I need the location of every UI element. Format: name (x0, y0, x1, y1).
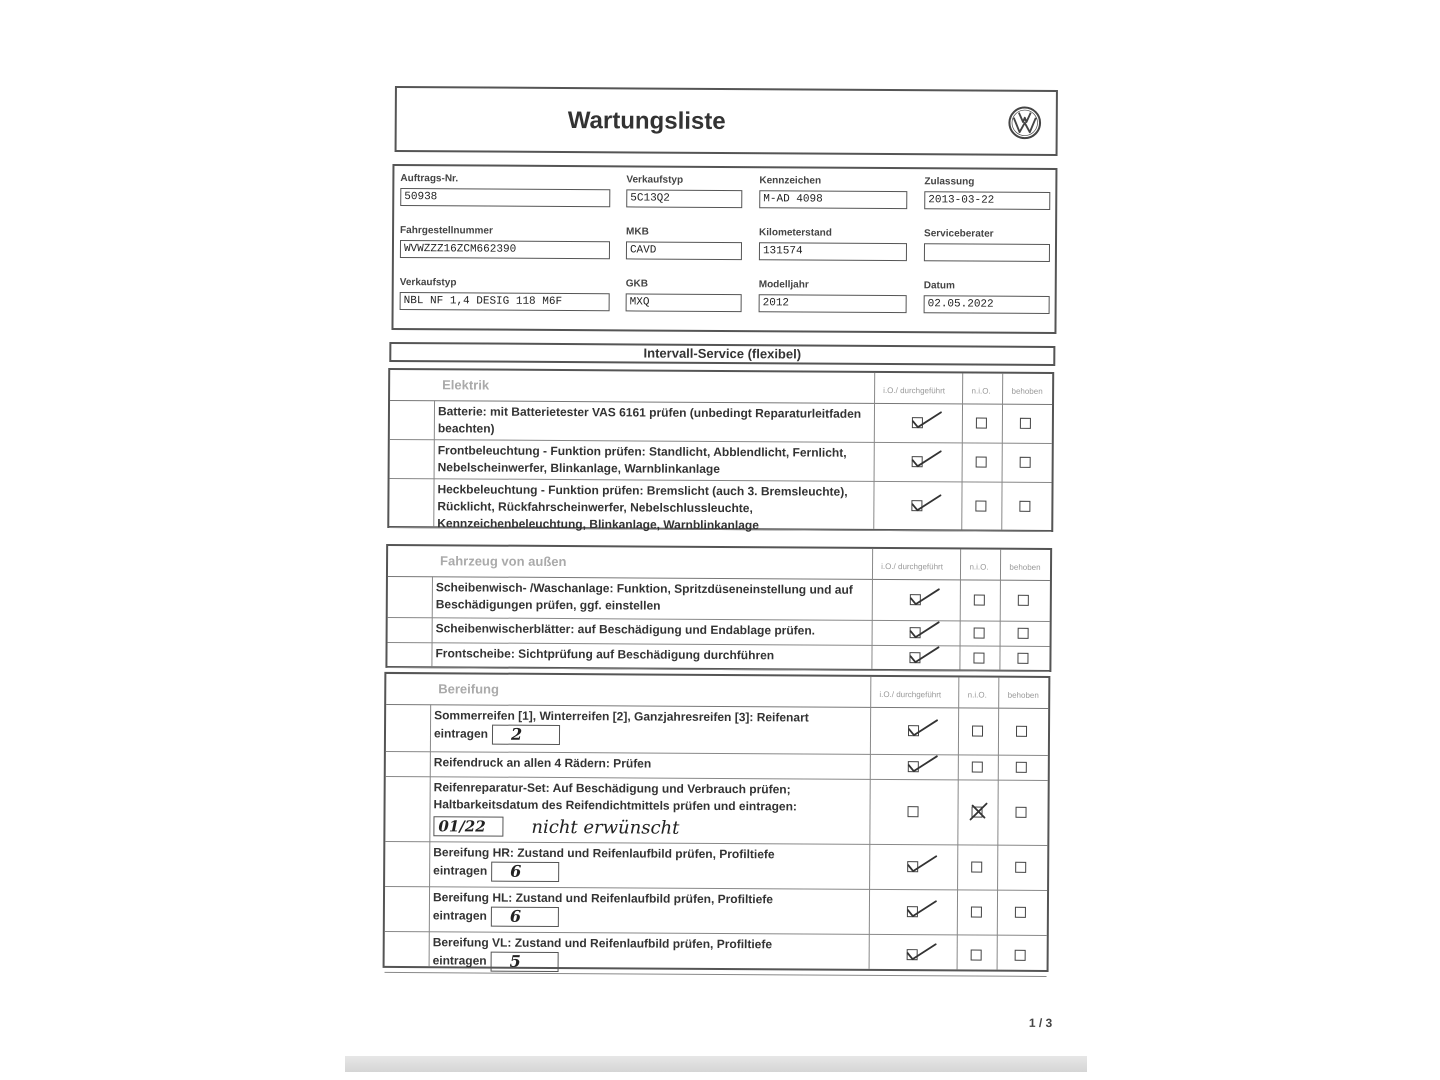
checkbox-nio[interactable] (973, 653, 984, 664)
item-text: Bereifung HR: Zustand und Reifenlaufbild prüfen, Profiltiefe eintragen 6 (433, 845, 775, 881)
checkbox-nio[interactable] (971, 862, 982, 873)
checkbox-nio[interactable] (971, 807, 982, 818)
datum-value: 02.05.2022 (924, 295, 1050, 314)
checkbox-nio[interactable] (974, 595, 985, 606)
checklist-row (386, 705, 1048, 756)
checkbox-nio[interactable] (975, 501, 986, 512)
col-header-fixed: behoben (1011, 386, 1043, 396)
checkbox-fixed[interactable] (1015, 862, 1026, 873)
section-header (390, 370, 1052, 405)
checkbox-nio[interactable] (974, 628, 985, 639)
section-fahrzeug-aussen (385, 544, 1052, 672)
checkbox-done[interactable] (910, 627, 921, 638)
field-datum: Datum 02.05.2022 (924, 279, 1050, 314)
col-header-fixed: behoben (1007, 690, 1039, 700)
field-mkb: MKB CAVD (626, 225, 742, 260)
checklist-row (390, 440, 1052, 483)
handwritten-entry[interactable]: 6 (491, 862, 559, 882)
zulassung-value: 2013-03-22 (924, 191, 1050, 210)
vw-logo-icon (1008, 106, 1042, 140)
checkbox-nio[interactable] (972, 762, 983, 773)
section-title: Fahrzeug von außen (440, 553, 567, 570)
serviceberater-value (924, 243, 1050, 262)
checkbox-fixed[interactable] (1020, 457, 1031, 468)
item-text: Frontscheibe: Sichtprüfung auf Beschädigung durchführen (435, 646, 775, 663)
field-kennzeichen: Kennzeichen M-AD 4098 (759, 174, 907, 209)
handwritten-note: nicht erwünscht (531, 816, 680, 839)
checklist-row (385, 887, 1047, 936)
section-elektrik (387, 368, 1054, 532)
checkbox-fixed[interactable] (1017, 653, 1028, 664)
verkaufstyp-code-value: 5C13Q2 (626, 189, 742, 208)
handwritten-entry[interactable]: 5 (491, 952, 559, 972)
checkbox-done[interactable] (912, 456, 923, 467)
gkb-value: MXQ (626, 293, 742, 312)
section-header (388, 546, 1050, 581)
handwritten-entry[interactable]: 6 (491, 907, 559, 927)
checkbox-fixed[interactable] (1015, 807, 1026, 818)
checkbox-fixed[interactable] (1016, 726, 1027, 737)
checkbox-fixed[interactable] (1020, 418, 1031, 429)
kennzeichen-value: M-AD 4098 (759, 190, 907, 209)
field-modelljahr: Modelljahr 2012 (759, 278, 907, 313)
item-text: Scheibenwischerblätter: auf Beschädigung und Endablage prüfen. (435, 621, 816, 638)
checklist-row (388, 577, 1050, 622)
field-kilometerstand: Kilometerstand 131574 (759, 226, 907, 261)
item-text: Sommerreifen [1], Winterreifen [2], Ganzjahresreifen [3]: Reifenart eintragen 2 (433, 708, 809, 744)
checklist-row (389, 479, 1051, 532)
col-header-nio: n.i.O. (967, 690, 987, 700)
col-header-done: i.O./ durchgeführt (881, 561, 943, 572)
checkbox-fixed[interactable] (1015, 950, 1026, 961)
checkbox-nio[interactable] (976, 418, 987, 429)
col-header-done: i.O./ durchgeführt (883, 385, 946, 396)
checkbox-fixed[interactable] (1018, 595, 1029, 606)
field-auftrags-nr: Auftrags-Nr. 50938 (400, 172, 610, 207)
checkbox-done[interactable] (907, 906, 918, 917)
item-text: Batterie: mit Batterietester VAS 6161 prüfen (unbedingt Reparaturleitfaden beachten) (437, 404, 862, 436)
checkbox-fixed[interactable] (1015, 907, 1026, 918)
checklist-row (390, 401, 1052, 444)
checklist-row (385, 777, 1047, 846)
checkbox-done[interactable] (912, 417, 923, 428)
page-number: 1 / 3 (1028, 1015, 1053, 1031)
checklist-row (385, 842, 1047, 891)
checkbox-fixed[interactable] (1019, 501, 1030, 512)
fahrgestellnummer-value: WVWZZZ16ZCM662390 (400, 240, 610, 259)
vehicle-info-box (391, 164, 1057, 334)
checklist-row (385, 932, 1047, 977)
col-header-nio: n.i.O. (969, 562, 989, 572)
checkbox-fixed[interactable] (1016, 762, 1027, 773)
field-fahrgestellnummer: Fahrgestellnummer WVWZZZ16ZCM662390 (400, 224, 610, 259)
form-title: Wartungsliste (567, 107, 726, 136)
section-header (386, 674, 1048, 709)
item-text: Bereifung VL: Zustand und Reifenlaufbild prüfen, Profiltiefe eintragen 5 (432, 935, 773, 971)
checkbox-done[interactable] (911, 500, 922, 511)
checkbox-done[interactable] (910, 594, 921, 605)
field-gkb: GKB MXQ (626, 277, 742, 312)
col-header-fixed: behoben (1009, 562, 1041, 572)
col-header-nio: n.i.O. (971, 386, 991, 396)
verkaufstyp-value: NBL NF 1,4 DESIG 118 M6F (400, 292, 610, 311)
checkbox-fixed[interactable] (1018, 628, 1029, 639)
item-text: Bereifung HL: Zustand und Reifenlaufbild prüfen, Profiltiefe eintragen 6 (432, 890, 774, 926)
item-text: Heckbeleuchtung - Funktion prüfen: Bremslicht (auch 3. Bremsleuchte), Rücklicht, Rückfahrscheinwerfer, Nebelschlussleuchte, Kennzeichenbeleuchtung, Blinkanlage, Warnblinkanlage (437, 482, 848, 533)
maintenance-form-page (374, 78, 1070, 1042)
mkb-value: CAVD (626, 241, 742, 260)
checkbox-nio[interactable] (972, 726, 983, 737)
auftrags-nr-value: 50938 (400, 188, 610, 207)
modelljahr-value: 2012 (759, 294, 907, 313)
col-header-done: i.O./ durchgeführt (879, 689, 942, 700)
field-verkaufstyp: Verkaufstyp NBL NF 1,4 DESIG 118 M6F (400, 276, 610, 311)
checkbox-done[interactable] (908, 761, 919, 772)
section-bereifung (383, 672, 1051, 972)
section-title: Elektrik (442, 377, 490, 393)
checkbox-done[interactable] (907, 949, 918, 960)
checkbox-done[interactable] (908, 725, 919, 736)
checkbox-nio[interactable] (976, 457, 987, 468)
item-text: Reifenreparatur-Set: Auf Beschädigung und Verbrauch prüfen; Haltbarkeitsdatum des Reifendichtmittels prüfen und eintragen: 01/22 nicht erwünscht (433, 780, 797, 839)
field-zulassung: Zulassung 2013-03-22 (924, 175, 1050, 210)
item-text: Reifendruck an allen 4 Rädern: Prüfen (433, 755, 652, 771)
kilometerstand-value: 131574 (759, 242, 907, 261)
checkbox-done[interactable] (909, 652, 920, 663)
checkbox-done[interactable] (908, 806, 919, 817)
checkbox-nio[interactable] (971, 907, 982, 918)
item-text: Scheibenwisch- /Waschanlage: Funktion, Spritzdüseneinstellung und auf Beschädigungen prüfen, ggf. einstellen (435, 580, 853, 613)
field-verkaufstyp-code: Verkaufstyp 5C13Q2 (626, 173, 742, 208)
checklist-row (387, 643, 1049, 672)
section-title: Bereifung (438, 681, 499, 697)
checkbox-nio[interactable] (971, 950, 982, 961)
form-header (395, 86, 1058, 156)
scanner-edge (345, 1056, 1087, 1072)
service-type-bar: Intervall-Service (flexibel) (389, 342, 1055, 366)
field-serviceberater: Serviceberater (924, 227, 1050, 262)
handwritten-entry[interactable]: 01/22 (433, 816, 503, 836)
item-text: Frontbeleuchtung - Funktion prüfen: Standlicht, Abblendlicht, Fernlicht, Nebelscheinwerfer, Blinkanlage, Warnblinkanlage (437, 443, 847, 476)
handwritten-entry[interactable]: 2 (492, 725, 560, 745)
checkbox-done[interactable] (907, 861, 918, 872)
